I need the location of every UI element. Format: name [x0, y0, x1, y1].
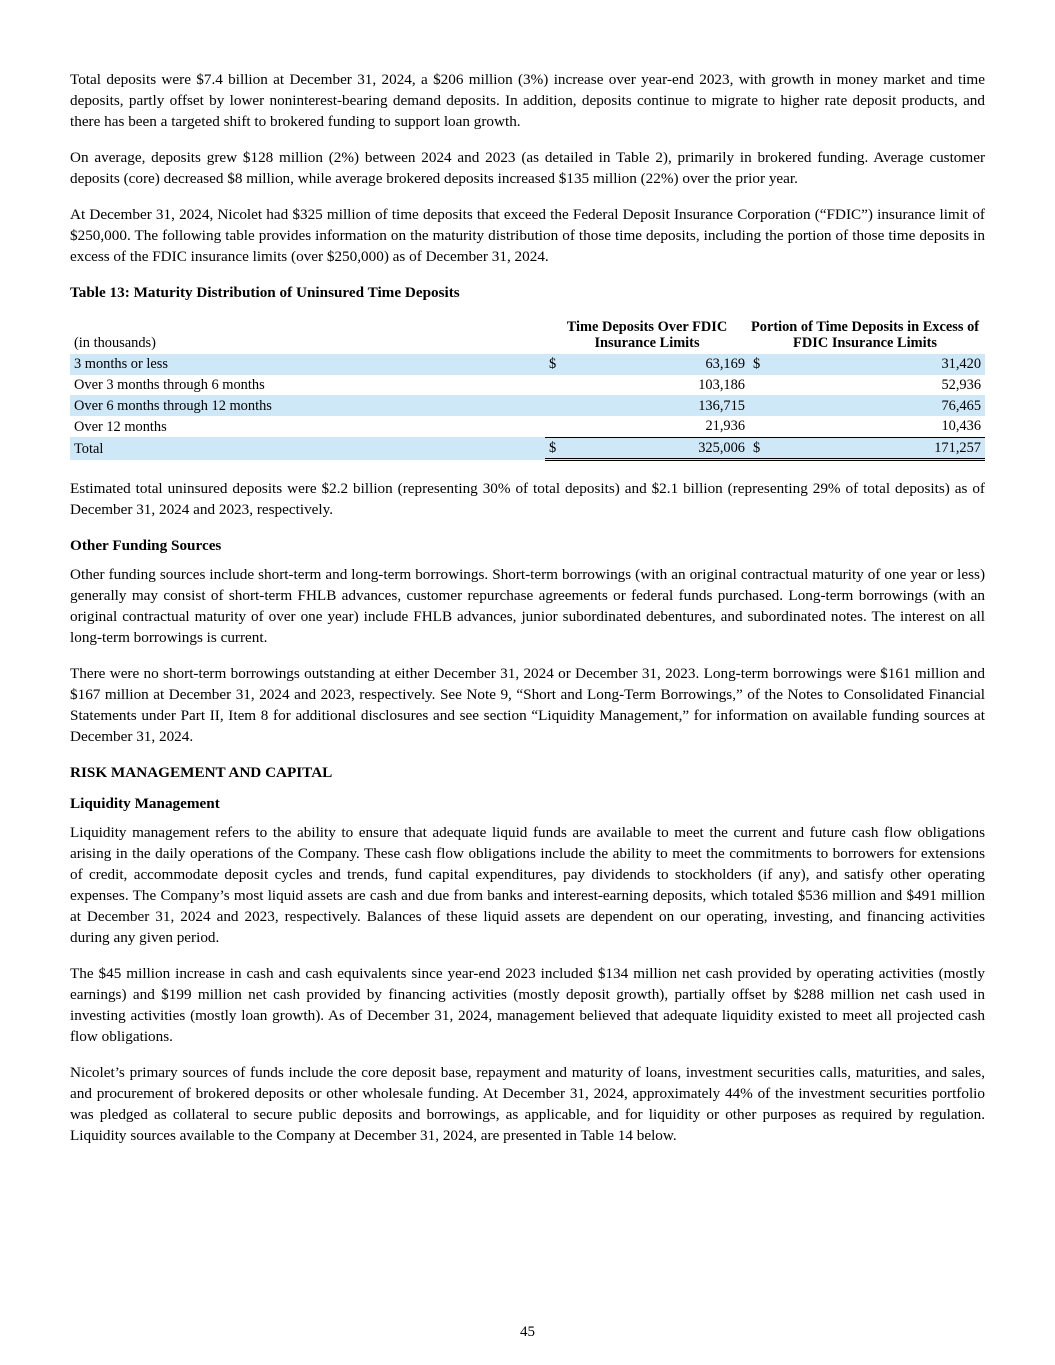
table-row	[70, 375, 985, 396]
table-title: Table 13: Maturity Distribution of Uninsured Time Deposits	[70, 284, 460, 301]
row-value-over-limits: 136,715	[570, 395, 749, 416]
paragraph-liquidity-definition: Liquidity management refers to the ability to ensure that adequate liquid funds are available to meet the current and future cash flow obligations arising in the daily operations of the Company. These cash flow obligations include the ability to meet the commitments to borrowers for extensions of credit, accommodate deposit cycles and trends, fund capital expenditures, pay dividends to stockholders (if any), and satisfy other operating expenses. The Company’s most liquid assets are cash and due from banks and interest-earning deposits, which totaled $536 million and $491 million at December 31, 2024 and 2023, respectively. Balances of these liquid assets are dependent on our operating, investing, and financing activities during any given period.	[70, 824, 985, 947]
table-row	[70, 416, 985, 437]
row-value-excess-portion: 31,420	[774, 354, 985, 375]
currency-symbol: $	[749, 437, 774, 460]
paragraph-average-deposits: On average, deposits grew $128 million (2%) between 2024 and 2023 (as detailed in Table 2), primarily in brokered funding. Average customer deposits (core) decreased $8 million, while average brokered deposits increased $135 million (22%) over the prior year.	[70, 149, 985, 187]
row-label: Over 3 months through 6 months	[74, 377, 265, 394]
column-header-excess-portion: Portion of Time Deposits in Excess of FDIC Insurance Limits	[750, 319, 980, 351]
heading-other-funding-sources: Other Funding Sources	[70, 537, 222, 555]
row-label: Over 12 months	[74, 418, 167, 435]
row-value-excess-portion: 10,436	[941, 418, 982, 435]
unit-label: (in thousands)	[74, 335, 156, 351]
row-value-over-limits: 103,186	[698, 377, 746, 394]
total-label: Total	[70, 437, 545, 460]
row-value-excess-portion: 76,465	[774, 395, 985, 416]
paragraph-funding-sources: Nicolet’s primary sources of funds include the core deposit base, repayment and maturity of loans, investment securities calls, maturities, and sales, and procurement of brokered deposits or other wholesale funding. At December 31, 2024, approximately 44% of the investment securities portfolio was pledged as collateral to secure public deposits and borrowings, as applicable, and for liquidity or other purposes as required by regulation. Liquidity sources available to the Company at December 31, 2024, are presented in Table 14 below.	[70, 1064, 985, 1145]
maturity-table-wrapper	[70, 319, 985, 461]
currency-symbol: $	[545, 354, 570, 375]
table-total-row	[70, 437, 985, 460]
table-row	[70, 395, 985, 416]
paragraph-total-deposits: Total deposits were $7.4 billion at December 31, 2024, a $206 million (3%) increase over year-end 2023, with growth in money market and time deposits, partly offset by lower noninterest-bearing demand deposits. In addition, deposits continue to migrate to higher rate deposit products, and there has been a targeted shift to brokered funding to support loan growth.	[70, 71, 985, 130]
column-header-over-limits: Time Deposits Over FDIC Insurance Limits	[566, 319, 728, 351]
paragraph-borrowings: There were no short-term borrowings outstanding at either December 31, 2024 or December 31, 2023. Long-term borrowings were $161 million and $167 million at December 31, 2024 and 2023, respectively. See Note 9, “Short and Long-Term Borrowings,” of the Notes to Consolidated Financial Statements under Part II, Item 8 for additional disclosures and see section “Liquidity Management,” for information on available funding sources at December 31, 2024.	[70, 665, 985, 746]
row-value-over-limits: 63,169	[570, 354, 749, 375]
heading-risk-management: RISK MANAGEMENT AND CAPITAL	[70, 764, 333, 782]
page-content	[70, 69, 985, 1161]
page-number: 45	[520, 1324, 535, 1340]
row-value-excess-portion: 52,936	[941, 377, 982, 394]
heading-liquidity-management: Liquidity Management	[70, 795, 220, 813]
currency-symbol: $	[749, 354, 774, 375]
table-header-row	[70, 319, 985, 354]
total-value-excess-portion: 171,257	[774, 437, 985, 460]
row-value-over-limits: 21,936	[705, 418, 746, 435]
paragraph-uninsured-deposits: Estimated total uninsured deposits were $2.2 billion (representing 30% of total deposits) and $2.1 billion (representing 29% of total deposits) as of December 31, 2024 and 2023, respectively.	[70, 480, 985, 519]
row-label: 3 months or less	[70, 354, 545, 375]
currency-symbol: $	[545, 437, 570, 460]
row-label: Over 6 months through 12 months	[70, 395, 545, 416]
paragraph-fdic-time-deposits: At December 31, 2024, Nicolet had $325 million of time deposits that exceed the Federal Deposit Insurance Corporation (“FDIC”) insurance limit of $250,000. The following table provides information on the maturity distribution of those time deposits, including the portion of those time deposits in excess of the FDIC insurance limits (over $250,000) as of December 31, 2024.	[70, 206, 985, 265]
total-value-over-limits: 325,006	[570, 437, 749, 460]
paragraph-cash-increase: The $45 million increase in cash and cash equivalents since year-end 2023 included $134 million net cash provided by operating activities (mostly earnings) and $199 million net cash provided by financing activities (mostly deposit growth), partially offset by $288 million net cash used in investing activities (mostly loan growth). As of December 31, 2024, management believed that adequate liquidity existed to meet all projected cash flow obligations.	[70, 965, 985, 1046]
paragraph-other-funding: Other funding sources include short-term and long-term borrowings. Short-term borrowings (with an original contractual maturity of one year or less) generally may consist of short-term FHLB advances, customer repurchase agreements or federal funds purchased. Long-term borrowings (with an original contractual maturity of over one year) include FHLB advances, junior subordinated debentures, and subordinated notes. The interest on all long-term borrowings is current.	[70, 566, 985, 647]
table-row	[70, 354, 985, 375]
maturity-distribution-table	[70, 319, 985, 461]
